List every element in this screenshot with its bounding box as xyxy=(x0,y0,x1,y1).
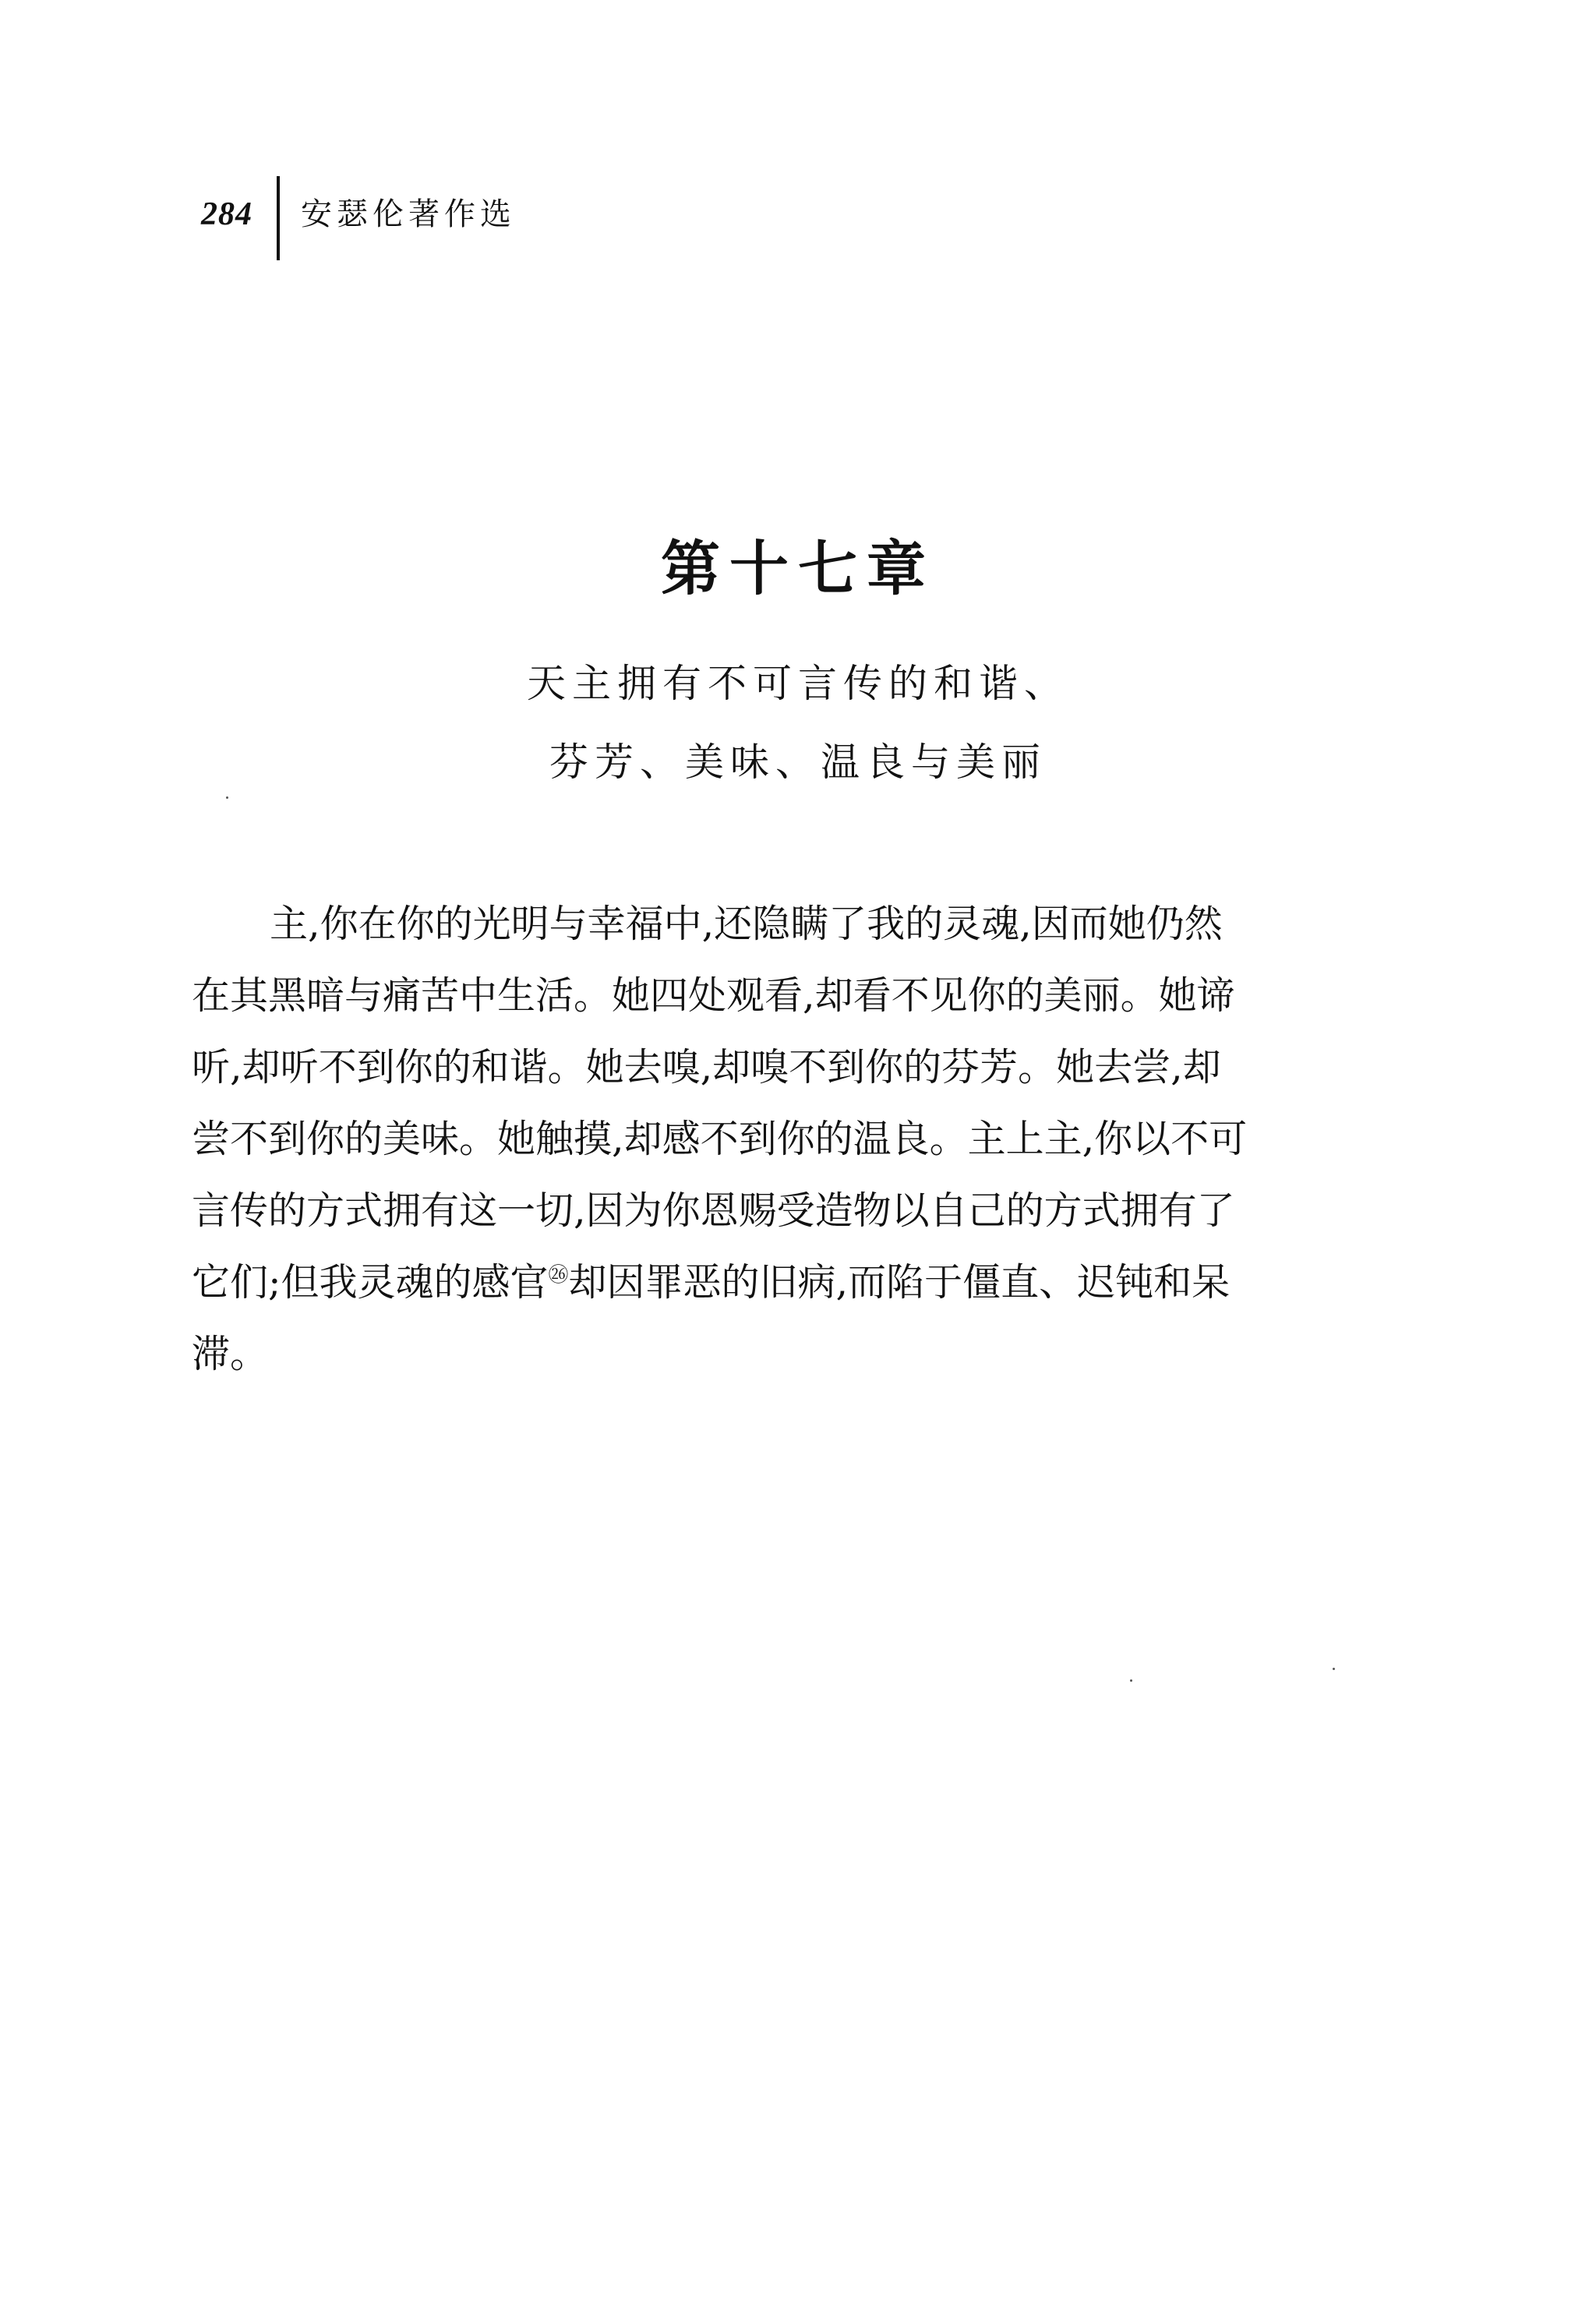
paragraph-line: 在其黑暗与痛苦中生活。她四处观看,却看不见你的美丽。她谛 xyxy=(192,973,1235,1018)
paragraph-line: 主,你在你的光明与幸福中,还隐瞒了我的灵魂,因而她仍然 xyxy=(270,902,1223,946)
paragraph-line: 滞。 xyxy=(192,1332,269,1376)
body-paragraph xyxy=(192,888,1396,1390)
footnote-reference[interactable]: ㉖ xyxy=(548,1263,569,1287)
scan-speck xyxy=(226,796,228,799)
scan-speck xyxy=(1130,1679,1132,1682)
paragraph-line: 尝不到你的美味。她触摸,却感不到你的温良。主上主,你以不可 xyxy=(192,1117,1248,1161)
chapter-subtitle-line-1: 天主拥有不可言传的和谐、 xyxy=(527,661,1069,706)
book-title: 安瑟伦著作选 xyxy=(301,196,516,232)
paragraph-line-part: 却因罪恶的旧病,而陷于僵直、迟钝和呆 xyxy=(568,1260,1231,1305)
paragraph-line: 听,却听不到你的和谐。她去嗅,却嗅不到你的芬芳。她去尝,却 xyxy=(192,1045,1221,1089)
paragraph-line xyxy=(192,1247,1396,1319)
paragraph-line-part: 它们;但我灵魂的感官 xyxy=(192,1260,549,1305)
page-number: 284 xyxy=(201,196,252,232)
scan-speck xyxy=(1333,1668,1335,1670)
paragraph-line: 言传的方式拥有这一切,因为你恩赐受造物以自己的方式拥有了 xyxy=(192,1188,1235,1233)
header-divider xyxy=(277,176,280,260)
chapter-subtitle-line-2: 芬芳、美味、温良与美丽 xyxy=(549,740,1047,785)
chapter-title: 第十七章 xyxy=(661,534,935,603)
